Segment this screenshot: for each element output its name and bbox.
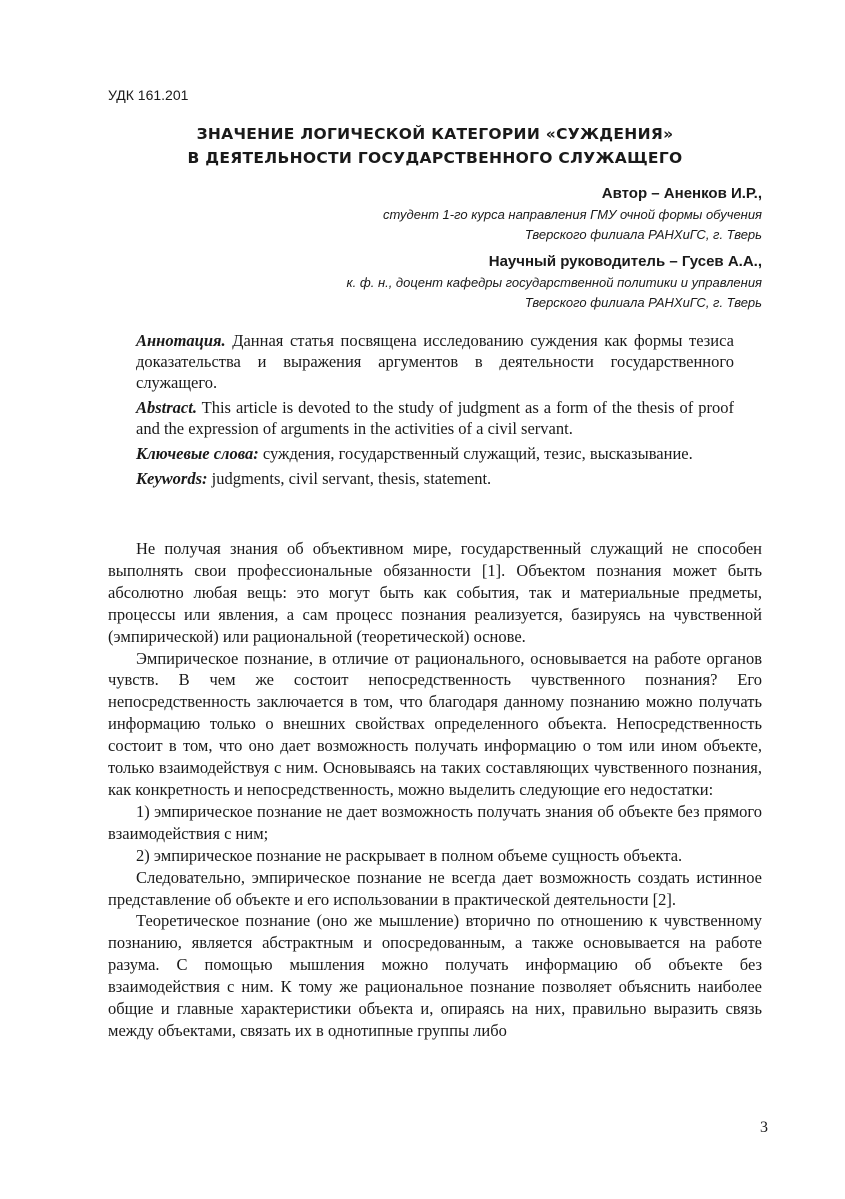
keywords-ru bbox=[136, 443, 734, 464]
keywords-en-label: Keywords: bbox=[136, 469, 208, 488]
body-paragraph: Следовательно, эмпирическое познание не всегда дает возможность создать истинное представление об объекте и его использовании в практической деятельности [2]. bbox=[108, 867, 762, 909]
supervisor-name: Научный руководитель – Гусев А.А., bbox=[488, 253, 762, 270]
udk-code: УДК 161.201 bbox=[108, 87, 189, 103]
page-number: 3 bbox=[760, 1119, 768, 1136]
annotation-ru-text: Данная статья посвящена исследованию суждения как формы тезиса доказательства и выражения аргументов в деятельности государственного служащего. bbox=[136, 331, 734, 392]
article-title bbox=[108, 122, 762, 170]
author-block bbox=[250, 183, 762, 245]
article-body bbox=[108, 538, 762, 1042]
title-line-2: В ДЕЯТЕЛЬНОСТИ ГОСУДАРСТВЕННОГО СЛУЖАЩЕГО bbox=[187, 149, 683, 167]
supervisor-affiliation-1: к. ф. н., доцент кафедры государственной политики и управления bbox=[346, 275, 762, 290]
body-paragraph: 2) эмпирическое познание не раскрывает в полном объеме сущность объекта. bbox=[136, 845, 683, 865]
supervisor-block bbox=[250, 251, 762, 313]
body-paragraph: Эмпирическое познание, в отличие от рационального, основывается на работе органов чувств. В чем же состоит непосредственность чувственного познания? Его непосредственность заключается в том, что благодаря данному познанию можно получать информацию только о внешних свойствах определенного объекта. Непосредственность состоит в том, что оно дает возможность получать информацию о том или ином объекте, только взаимодействуя с ним. Основываясь на таких составляющих чувственного познания, как конкретность и непосредственность, можно выделить следующие его недостатки: bbox=[108, 648, 762, 799]
keywords-ru-label: Ключевые слова: bbox=[136, 444, 259, 463]
body-paragraph: Не получая знания об объективном мире, государственный служащий не способен выполнять свои профессиональные обязанности [1]. Объектом познания может быть абсолютно любая вещь: это могут быть как события, так и материальные предметы, процессы или явления, а сам процесс познания реализуется, базируясь на чувственной (эмпирической) или рациональной (теоретической) основе. bbox=[108, 539, 762, 646]
keywords-ru-text: суждения, государственный служащий, тезис, высказывание. bbox=[258, 444, 693, 463]
annotation-en-label: Abstract. bbox=[136, 398, 197, 417]
author-affiliation-2: Тверского филиала РАНХиГС, г. Тверь bbox=[524, 227, 762, 242]
keywords-en bbox=[136, 468, 734, 489]
body-paragraph: Теоретическое познание (оно же мышление) вторично по отношению к чувственному познанию, является абстрактным и опосредованным, а также основывается на работе разума. С помощью мышления можно получать информацию об объекте без взаимодействия с ним. К тому же рациональное познание позволяет объяснить наиболее общие и главные характеристики объекта и, опираясь на них, правильно выразить связь между объектами, связать их в однотипные группы либо bbox=[108, 911, 762, 1040]
supervisor-affiliation-2: Тверского филиала РАНХиГС, г. Тверь bbox=[524, 295, 762, 310]
author-name: Автор – Аненков И.Р., bbox=[601, 185, 762, 202]
annotation-en-text: This article is devoted to the study of judgment as a form of the thesis of proof and the expression of arguments in the activities of a civil servant. bbox=[136, 398, 734, 438]
annotation-ru bbox=[136, 330, 734, 393]
annotation-en bbox=[136, 397, 734, 439]
author-affiliation-1: студент 1-го курса направления ГМУ очной формы обучения bbox=[382, 207, 762, 222]
keywords-en-text: judgments, civil servant, thesis, statement. bbox=[207, 469, 492, 488]
annotation-ru-label: Аннотация. bbox=[136, 331, 226, 350]
body-paragraph: 1) эмпирическое познание не дает возможность получать знания об объекте без прямого взаимодействия с ним; bbox=[108, 801, 762, 843]
abstract-section bbox=[136, 330, 734, 493]
title-line-1: ЗНАЧЕНИЕ ЛОГИЧЕСКОЙ КАТЕГОРИИ «СУЖДЕНИЯ» bbox=[196, 125, 674, 143]
